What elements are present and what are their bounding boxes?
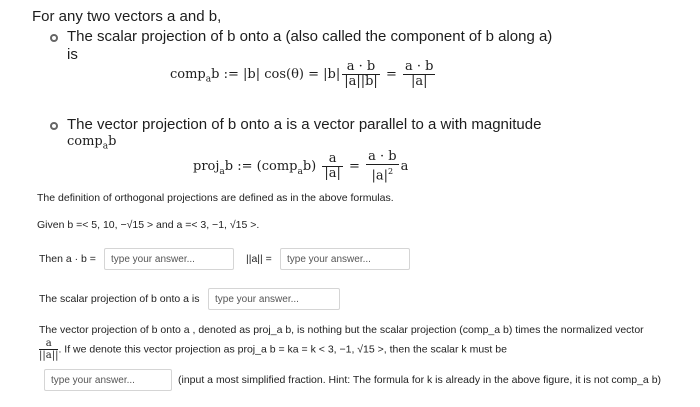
k-hint-text: (input a most simplified fraction. Hint: The formula for k is already in the above figure, it is not comp_a b) [178,374,662,386]
definition-text: The definition of orthogonal projections are defined as in the above formulas. [37,192,394,204]
bullet1-line1: The scalar projection of b onto a (also called the component of b along a) [67,28,553,45]
scalar-projection-input[interactable] [208,288,340,310]
bullet2-line2: comp$_a$b [67,134,117,152]
vector-projection-formula: proj$_a$b := (comp$_a$b) $\frac{a}{|a|}$ = $\frac{a \cdot b}{|a|^2}$ a [193,149,409,184]
bullet-icon [50,34,58,42]
dot-product-input[interactable] [104,248,234,270]
intro-text: For any two vectors a and b, [32,8,222,25]
bullet2-line1: The vector projection of b onto a is a vector parallel to a with magnitude [67,116,542,133]
scalar-projection-formula: comp$_a$b := |b| cos(θ) = |b| $\frac{a \cdot b}{|a||b|}$ = $\frac{a \cdot b}{|a|}$ [170,59,434,89]
bullet1-line2: is [67,46,78,63]
normalized-vector-fraction: $\frac{a}{||a||}$ . If we denote this vector projection as proj_a b = ka = k < 3, −1, √15 >, then the scalar k must be [39,338,507,361]
vector-projection-text-line1: The vector projection of b onto a , denoted as proj_a b, is nothing but the scalar projection (comp_a b) times the normalized vector [39,324,644,336]
norm-label: ||a|| = [246,253,272,265]
dot-product-label: Then a · b = [39,253,96,265]
norm-input[interactable] [280,248,410,270]
bullet-icon [50,122,58,130]
k-input[interactable] [44,369,172,391]
scalar-projection-label: The scalar projection of b onto a is [39,293,200,305]
given-text: Given b =< 5, 10, −√15 > and a =< 3, −1, √15 >. [37,219,260,231]
